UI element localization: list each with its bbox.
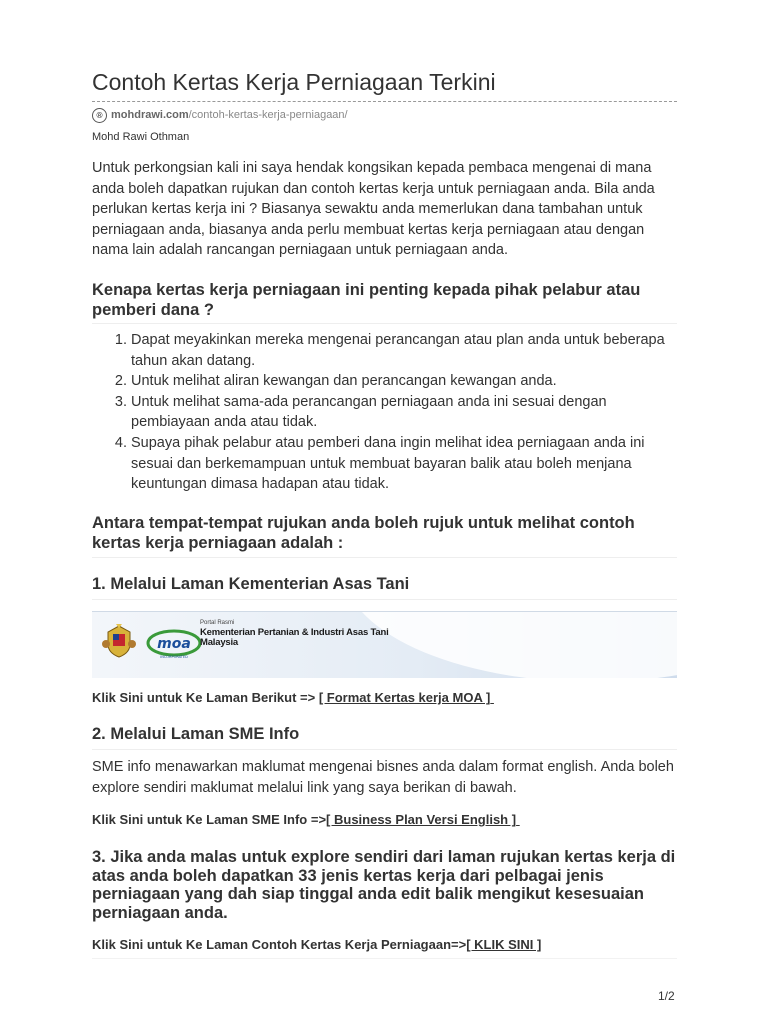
intro-paragraph: Untuk perkongsian kali ini saya hendak kongsikan kepada pembaca mengenai di mana anda boleh dapatkan rujukan dan contoh kertas kerja untuk perniagaan anda. Bila anda perlukan kertas kerja ini ? Biasanya sewaktu anda memerlukan dana tambahan untuk perniagaan anda, biasanya anda perlu membuat kertas kerja perniagaan atau dengan nama lain adalah rancangan perniagaan untuk perniagaan anda. <box>92 160 655 259</box>
moa-link-line <box>92 690 494 705</box>
coat-of-arms-icon <box>100 622 138 660</box>
sme-link-prefix: Klik Sini untuk Ke Laman SME Info => <box>92 812 327 827</box>
heading-divider <box>92 323 677 324</box>
source-path: /contoh-kertas-kerja-perniagaan/ <box>188 109 348 121</box>
page-title: Contoh Kertas Kerja Perniagaan Terkini <box>92 69 496 95</box>
source-line <box>92 107 348 123</box>
sme-link-line <box>92 812 520 827</box>
title-divider <box>92 101 677 102</box>
heading-divider <box>92 599 677 600</box>
section2-paragraph: SME info menawarkan maklumat mengenai bisnes anda dalam format english. Anda boleh explore sendiri maklumat melalui link yang saya berikan di bawah. <box>92 759 674 796</box>
reasons-list <box>92 330 677 495</box>
source-domain: mohdrawi.com <box>111 109 189 121</box>
moa-link-prefix: Klik Sini untuk Ke Laman Berikut => <box>92 690 319 705</box>
list-item: 3. Untuk melihat sama-ada perancangan perniagaan anda ini sesuai dengan pembiayaan anda atau tidak. <box>131 392 677 433</box>
list-item: 1. Dapat meyakinkan mereka mengenai perancangan atau plan anda untuk beberapa tahun akan datang. <box>131 330 677 371</box>
list-item: 2. Untuk melihat aliran kewangan dan perancangan kewangan anda. <box>131 371 677 392</box>
klik-sini-link[interactable]: [ KLIK SINI ] <box>466 937 542 952</box>
moa-logo-text: moa <box>157 636 191 652</box>
author-name: Mohd Rawi Othman <box>92 131 190 143</box>
section-divider <box>92 958 677 959</box>
section3-heading: 3. Jika anda malas untuk explore sendiri dari laman rujukan kertas kerja di atas anda boleh dapatkan 33 jenis kertas kerja dari pelbagai jenis perniagaan yang dah siap tinggal anda edit balik mengikut kesesuaian perniagaan anda. <box>92 848 676 922</box>
heading-divider <box>92 749 677 750</box>
banner-decoration <box>342 611 677 678</box>
registered-icon: ® <box>92 108 107 123</box>
sme-link[interactable]: [ Business Plan Versi English ] <box>326 812 517 827</box>
section1-heading: 1. Melalui Laman Kementerian Asas Tani <box>92 575 410 593</box>
contoh-link-prefix: Klik Sini untuk Ke Laman Contoh Kertas Kerja Perniagaan=> <box>92 937 467 952</box>
list-item: 4. Supaya pihak pelabur atau pemberi dana ingin melihat idea perniagaan anda ini sesuai dan berkemampuan untuk membuat bayaran balik atau boleh menjana keuntungan dimasa hadapan atau tidak. <box>131 433 677 495</box>
page-number: 1/2 <box>658 989 675 1003</box>
contoh-link-line <box>92 937 541 952</box>
banner-ministry-line1: Kementerian Pertanian & Industri Asas Tani <box>200 627 389 638</box>
section2-heading: 2. Melalui Laman SME Info <box>92 725 300 743</box>
heading-divider <box>92 557 677 558</box>
moa-banner-image[interactable] <box>92 611 677 678</box>
heading-why: Kenapa kertas kerja perniagaan ini penting kepada pihak pelabur atau pemberi dana ? <box>92 281 641 319</box>
moa-link[interactable]: [ Format Kertas kerja MOA ] <box>318 690 491 705</box>
banner-ministry-name <box>200 628 389 648</box>
moa-logo-subtext: INCORPORATED <box>160 655 188 659</box>
heading-references: Antara tempat-tempat rujukan anda boleh rujuk untuk melihat contoh kertas kerja perniagaan adalah : <box>92 514 635 552</box>
banner-ministry-line2: Malaysia <box>200 637 239 648</box>
banner-portal-label: Portal Rasmi <box>200 620 235 626</box>
